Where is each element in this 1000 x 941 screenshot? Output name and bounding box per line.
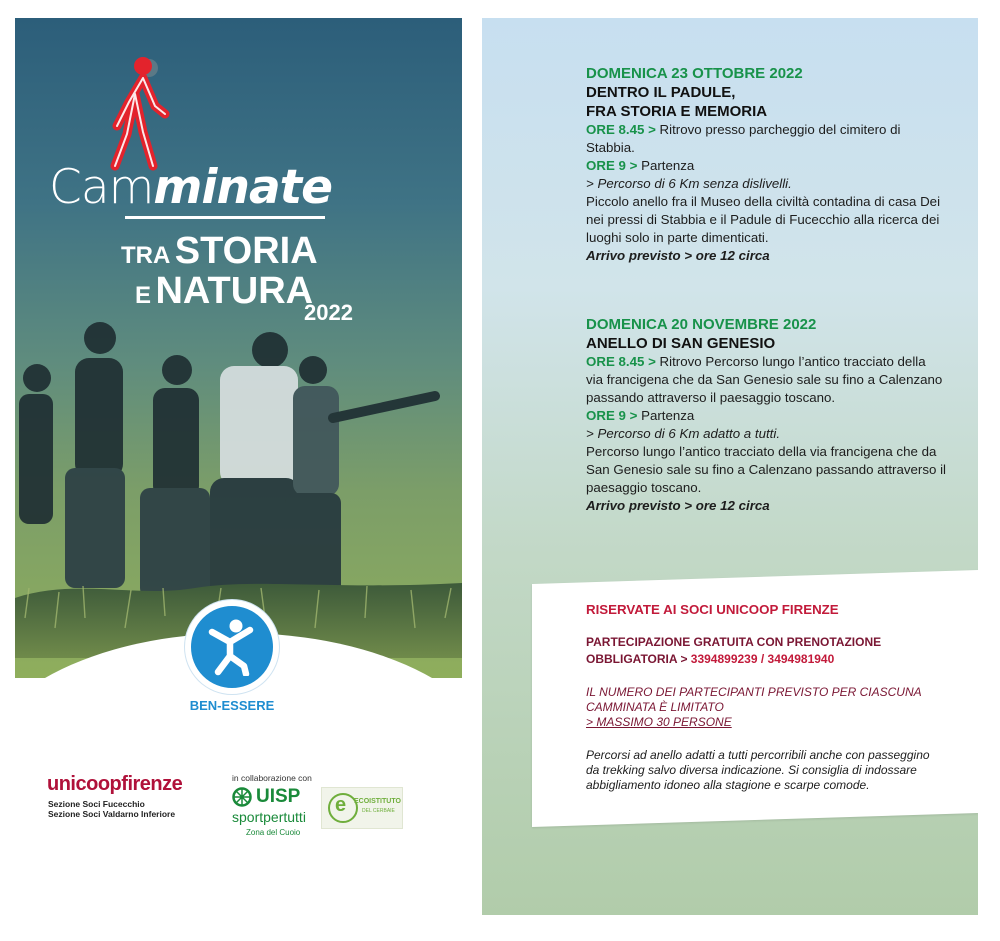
info-phone-numbers: 3394899239 / 3494981940 [687,652,835,666]
info-limit-text: IL NUMERO DEI PARTECIPANTI PREVISTO PER CIASCUNA CAMMINATA È LIMITATO [586,685,922,714]
info-participation [586,634,946,668]
unicoop-firenze-logo: unicoopfirenze [47,773,183,795]
uisp-logo [232,786,322,842]
ben-essere-badge [185,600,279,694]
event-title: ANELLO DI SAN GENESIO [586,335,776,352]
event-departure: ORE 9 > Partenza [586,158,695,173]
info-participation-line-1: PARTECIPAZIONE GRATUITA CON PRENOTAZIONE [586,635,882,649]
info-limit-max: > MASSIMO 30 PERSONE [586,715,732,729]
uisp-zone: Zona del Cuoio [246,828,301,837]
title-tra-storia: TRA STORIA [121,230,318,272]
eco-e-icon: e [335,794,347,816]
event-title-line-2: FRA STORIA E MEMORIA [586,103,768,120]
event-route: > Percorso di 6 Km adatto a tutti. [586,426,781,441]
unicoop-section-valdarno: Sezione Soci Valdarno Inferiore [48,809,176,819]
uisp-text: UISP [256,786,301,807]
event-date: DOMENICA 20 NOVEMBRE 2022 [586,316,817,333]
event-arrival: Arrivo previsto > ore 12 circa [586,498,770,513]
info-participation-line-2: OBBLIGATORIA > [586,652,688,666]
title-e-natura: E NATURA [135,270,314,312]
event-arrival: Arrivo previsto > ore 12 circa [586,248,770,263]
info-reserved: RISERVATE AI SOCI UNICOOP FIRENZE [586,602,839,617]
ecoistituto-logo [321,787,403,829]
event-meeting: ORE 8.45 > Ritrovo Percorso lungo l’antico tracciato della via francigena che da San Genesio sale su fino a Calenzano passando attraverso il paesaggio toscano. [586,354,943,405]
uisp-wheel-icon [232,787,254,807]
ben-essere-label: BEN-ESSERE [189,698,275,713]
eco-text: ECOISTITUTO [354,798,401,805]
event-description: Percorso lungo l’antico tracciato della via francigena che da San Genesio sale su fino a Calenzano passando attraverso il paesaggio toscano. [586,444,946,495]
title-camminate: Camminate [49,160,333,215]
program-panel [482,18,978,915]
event-date: DOMENICA 23 OTTOBRE 2022 [586,65,803,82]
info-notes: Percorsi ad anello adatti a tutti percorribili anche con passeggino da trekking salvo diversa indicazione. Si consiglia di indossare abbigliamento idoneo alla stagione e scarpe comode. [586,748,930,792]
event-meeting: ORE 8.45 > Ritrovo presso parcheggio del cimitero di Stabbia. [586,122,901,155]
event-departure: ORE 9 > Partenza [586,408,695,423]
eco-sub: DEL CERBAIE [362,808,395,814]
cover-panel [15,18,462,923]
unicoop-section-fucecchio: Sezione Soci Fucecchio [48,799,145,809]
info-limit [586,685,946,730]
title-year: 2022 [304,300,353,325]
event-title: DENTRO IL PADULE, [586,84,736,101]
jumping-person-icon [208,618,256,676]
uisp-sportpertutti: sportpertutti [232,809,306,825]
event-description: Piccolo anello fra il Museo della civiltà contadina di casa Dei nei pressi di Stabbia e il Padule di Fucecchio alla ricerca dei luoghi solo in parte dimenticati. [586,194,941,245]
event-november [586,315,946,515]
collaboration-label: in collaborazione con [232,773,312,783]
event-october [586,64,946,265]
title-underline [125,216,325,219]
event-route: > Percorso di 6 Km senza dislivelli. [586,176,792,191]
